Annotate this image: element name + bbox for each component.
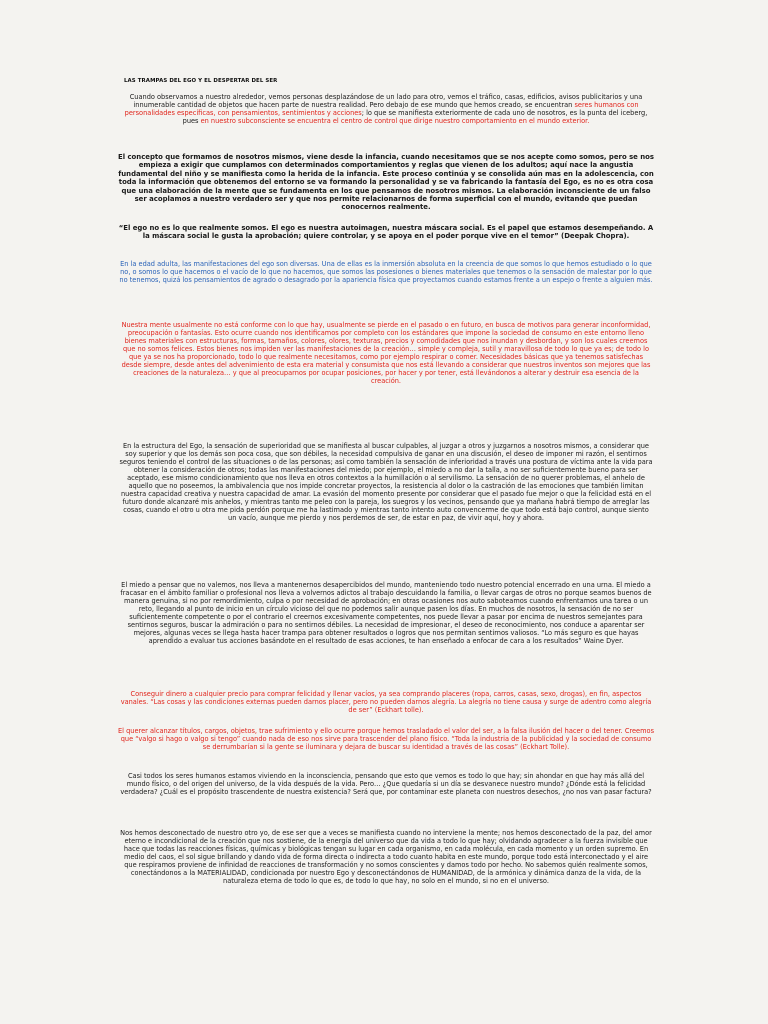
paragraph-intro-text-a: Cuando observamos a nuestro alrededor, vemos personas desplazándose de un lado para otro, vemos el tráfico, casas, edificios, avisos publicitarios y una innumerable cantidad de objetos que hacen parte de nuestra realidad. Pero debajo de ese mundo que hemos creado, se encuentran — [129, 93, 643, 109]
paragraph-intro-highlight-d: en nuestro subconsciente se encuentra el centro de control que dirige nuestro comportamiento en el mundo exterior. — [200, 117, 590, 125]
paragraph-ego-concept: El concepto que formamos de nosotros mismos, viene desde la infancia, cuando necesitamos que se nos acepte como somos, pero se nos empieza a exigir que cumplamos con determinados comportamientos y reglas que vienen de los adultos; aquí nace la angustia fundamental del niño y se manifiesta como la herida de la infancia. Este proceso continúa y se consolida aún mas en la adolescencia, con toda la información que obtenemos del entorno se va formando la personalidad y se va fabricando la fantasía del Ego, es no es otra cosa que una elaboración de la mente que se fundamenta en los que pensamos de nosotros mismos. La elaboración inconsciente de un falso ser acoplamos a nuestro verdadero ser y que nos permite relacionarnos de forma superficial con el mundo, evitando que puedan conocernos realmente. — [118, 153, 654, 212]
document-title: LAS TRAMPAS DEL EGO Y EL DESPERTAR DEL SER — [124, 78, 278, 84]
paragraph-intro-highlight-b: seres humanos con personalidades específicas, con pensamientos, sentimientos y acciones — [124, 101, 639, 117]
paragraph-ego-structure: En la estructura del Ego, la sensación de superioridad que se manifiesta al buscar culpables, al juzgar a otros y juzgarnos a nosotros mismos, a considerar que soy superior y que los demás son poca cosa, que son débiles, la necesidad compulsiva de ganar en una discusión, el deseo de imponer mi razón, el sentirnos seguros teniendo el control de las situaciones o de las personas; así como también la sensación de inferioridad a través una postura de víctima ante la vida para obtener la consideración de otros; todas las manifestaciones del miedo; por ejemplo, el miedo a no dar la talla, a no ser suficientemente bueno para ser aceptado, ese mismo condicionamiento que nos lleva en otros contextos a la humillación o al servilismo. La sensación de no querer problemas, el anhelo de aquello que no poseemos, la ambivalencia que nos impide concretar proyectos, la resistencia al dolor o la castración de las emociones que también limitan nuestra capacidad creativa y nuestra capacidad de amar. La evasión del momento presente por considerar que el pasado fue mejor o que la felicidad está en el futuro donde alcanzaré mis anhelos, y mientras tanto me peleo con la pareja, los suegros y los vecinos, pensando que ya mañana habrá tiempo de arreglar las cosas, cuando el otro u otra me pida perdón porque me ha lastimado y mientras tanto intento auto convencerme de que todo está bajo control, aunque siento un vacío, aunque me pierdo y nos perdemos de ser, de estar en paz, de vivir aquí, hoy y ahora. — [119, 442, 653, 522]
paragraph-titles-suffering: El querer alcanzar títulos, cargos, objetos, trae sufrimiento y ello ocurre porque hemos trasladado el valor del ser, a la falsa ilusión del hacer o del tener. Creemos que “valgo si hago o valgo si tengo” cuando nada de eso nos sirve para trascender del plano físico. “Toda la industria de la publicidad y la sociedad de consumo se derrumbarían si la gente se iluminara y dejara de buscar su identidad a través de las cosas” (Eckhart Tolle). — [118, 727, 655, 751]
paragraph-adult-ego: En la edad adulta, las manifestaciones del ego son diversas. Una de ellas es la inmersión absoluta en la creencia de que somos lo que hemos estudiado o lo que no, o somos lo que hacemos o el vacío de lo que no hacemos, que somos las posesiones o bienes materiales que tenemos o la sensación de malestar por lo que no tenemos, quizá los pensamientos de agrado o desagrado por la apariencia física que proyectamos cuando estamos frente a un espejo o frente a alguien más. — [119, 260, 653, 284]
paragraph-intro-text-c: ; lo que se manifiesta exteriormente de cada uno de nosotros, es la punta del iceberg, pues — [182, 109, 648, 125]
paragraph-disconnection: Nos hemos desconectado de nuestro otro yo, de ese ser que a veces se manifiesta cuando no interviene la mente; nos hemos desconectado de la paz, del amor eterno e incondicional de la creación que nos sostiene, de la energía del universo que da vida a todo lo que hay; olvidando agradecer a la fuerza invisible que hace que todas las reacciones físicas, químicas y biológicas tengan su lugar en cada organismo, en cada molécula, en cada momento y un orden supremo. En medio del caos, el sol sigue brillando y dando vida de forma directa o indirecta a todo cuanto habita en este mundo, porque todo está interconectado y el aire que respiramos proviene de infinidad de reacciones de transformación y no somos conscientes y damos todo por hecho. No sabemos quién realmente somos, conectándonos a la MATERIALIDAD, condicionada por nuestro Ego y desconectándonos de HUMANIDAD, de la armónica y dinámica danza de la vida, de la naturaleza eterna de todo lo que es, de todo lo que hay, no solo en el mundo, si no en el universo. — [120, 829, 652, 885]
paragraph-unconsciousness: Casi todos los seres humanos estamos viviendo en la inconsciencia, pensando que esto que vemos es todo lo que hay; sin ahondar en que hay más allá del mundo físico, o del origen del universo, de la vida después de la vida. Pero… ¿Que quedaría si un día se desvanece nuestro mundo? ¿Dónde está la felicidad verdadera? ¿Cuál es el propósito trascendente de nuestra existencia? Será que, por contaminar este planeta con nuestros desechos, ¿no nos van pasar factura? — [120, 772, 652, 796]
paragraph-fear: El miedo a pensar que no valemos, nos lleva a mantenernos desapercibidos del mundo, manteniendo todo nuestro potencial encerrado en una urna. El miedo a fracasar en el ámbito familiar o profesional nos lleva a volvernos adictos al trabajo descuidando la familia, o llevar cargas de otros no porque seamos buenos de manera genuina, si no por remordimiento, culpa o por necesidad de aprobación; en otras ocasiones nos auto saboteamos cuando enfrentamos una tarea o un reto, llegando al punto de inicio en un círculo vicioso del que no podemos salir aunque pasen los días. En muchos de nosotros, la sensación de no ser suficientemente competente o por el contrario el creernos excesivamente competentes, nos puede llevar a pasar por encima de nuestros semejantes para sentirnos seguros, buscar la admiración o para no sentirnos débiles. La necesidad de impresionar, el deseo de reconocimiento, nos conduce a aparentar ser mejores, algunas veces se llega hasta hacer trampa para obtener resultados o logros que nos permitan sentirnos valiosos. “Lo más seguro es que hayas aprendido a evaluar tus acciones basándote en el resultado de esas acciones, te han enseñado a enfocar de cara a los resultados” Waine Dyer. — [120, 581, 652, 645]
paragraph-intro — [118, 93, 654, 125]
paragraph-chopra-quote: “El ego no es lo que realmente somos. El ego es nuestra autoimagen, nuestra máscara social. Es el papel que estamos desempeñando. A la máscara social le gusta la aprobación; quiere controlar, y se apoya en el poder porque vive en el temor” (Deepak Chopra). — [118, 224, 654, 241]
paragraph-money-happiness: Conseguir dinero a cualquier precio para comprar felicidad y llenar vacíos, ya sea comprando placeres (ropa, carros, casas, sexo, drogas), en fin, aspectos vanales. “Las cosas y las condiciones externas pueden darnos placer, pero no pueden darnos alegría. La alegría no tiene causa y surge de adentro como alegría de ser” (Eckhart tolle). — [120, 690, 652, 714]
paragraph-mind-nonconformity: Nuestra mente usualmente no está conforme con lo que hay, usualmente se pierde en el pasado o en futuro, en busca de motivos para generar inconformidad, preocupación o fantasías. Esto ocurre cuando nos identificamos por completo con los estándares que impone la sociedad de consumo en este entorno lleno bienes materiales con estructuras, formas, tamaños, colores, olores, texturas, precios y comodidades que nos inundan y desbordan, y son los cuales creemos que no somos felices. Estos bienes nos impiden ver las manifestaciones de la creación… simple y compleja, sutil y maravillosa de todo lo que ya es; de todo lo que ya se nos ha proporcionado, todo lo que realmente necesitamos, como por ejemplo respirar o comer. Necesidades básicas que ya tenemos satisfechas desde siempre, desde antes del advenimiento de esta era material y consumista que nos está llevando a considerar que nuestros inventos son mejores que las creaciones de la naturaleza… y que al preocuparnos por ocupar posiciones, por hacer y por tener, está llevándonos a alterar y destruir esa esencia de la creación. — [121, 321, 651, 385]
